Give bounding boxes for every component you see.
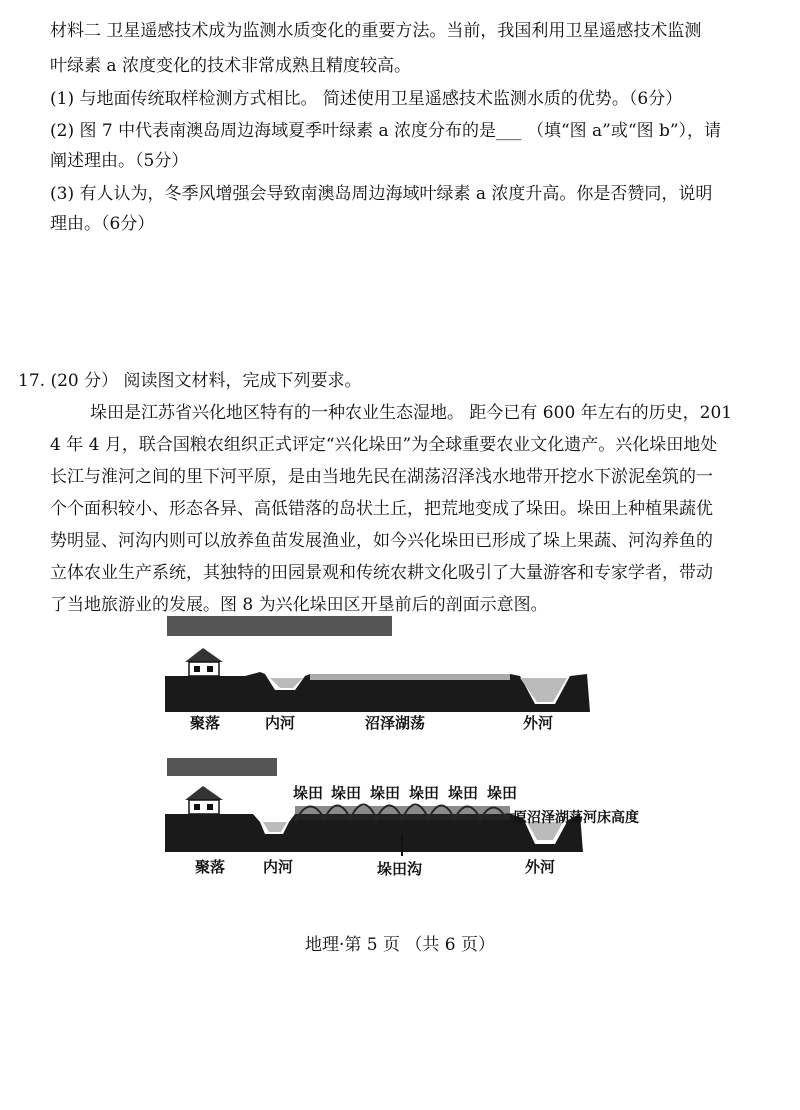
q17-header: 17. (20 分） 阅读图文材料，完成下列要求。 [18, 371, 362, 391]
bottom-label-inner-river: 内河 [263, 858, 294, 876]
question-2-cont: 阐述理由。（5分） [50, 151, 189, 171]
bottom-label-settlement: 聚落 [195, 858, 226, 876]
top-panel-title-bar [167, 616, 392, 636]
q17-line-6: 立体农业生产系统，其独特的田园景观和传统农耕文化吸引了大量游客和专家学者，带动 [50, 563, 713, 583]
duotian-label-3: 垛田 [370, 784, 401, 802]
settlement-house-icon [185, 648, 223, 676]
duotian-label-6: 垛田 [487, 784, 518, 802]
top-marsh-water [310, 674, 510, 680]
bottom-label-ditch: 垛田沟 [377, 860, 423, 878]
bottom-panel-title-bar [167, 758, 277, 776]
bottom-label-outer-river: 外河 [525, 858, 556, 876]
figure-8-cross-section [165, 612, 675, 902]
top-label-marsh: 沼泽湖荡 [365, 714, 426, 732]
top-label-outer-river: 外河 [523, 714, 554, 732]
top-label-inner-river: 内河 [265, 714, 296, 732]
question-3-cont: 理由。（6分） [50, 214, 155, 234]
q17-line-4: 个个面积较小、形态各异、高低错落的岛状土丘，把荒地变成了垛田。垛田上种植果蔬优 [50, 499, 713, 519]
duotian-label-2: 垛田 [331, 784, 362, 802]
settlement-house-icon-2 [185, 786, 223, 814]
q17-line-3: 长江与淮河之间的里下河平原，是由当地先民在湖荡沼泽浅水地带开挖水下淤泥垒筑的一 [50, 467, 713, 487]
material2-line-1: 材料二 卫星遥感技术成为监测水质变化的重要方法。当前，我国利用卫星遥感技术监测 [50, 21, 702, 41]
page-footer: 地理·第 5 页 （共 6 页） [304, 935, 496, 955]
material2-line-2: 叶绿素 a 浓度变化的技术非常成熟且精度较高。 [50, 56, 411, 76]
question-3: (3) 有人认为，冬季风增强会导致南澳岛周边海域叶绿素 a 浓度升高。你是否赞同，说明 [50, 184, 713, 204]
q17-line-2: 4 年 4 月，联合国粮农组织正式评定“兴化垛田”为全球重要农业文化遗产。兴化垛田地处 [50, 435, 718, 455]
q17-line-7: 了当地旅游业的发展。图 8 为兴化垛田区开垦前后的剖面示意图。 [50, 595, 548, 615]
duotian-fill [295, 806, 510, 820]
duotian-label-4: 垛田 [409, 784, 440, 802]
q17-line-1: 垛田是江苏省兴化地区特有的一种农业生态湿地。 距今已有 600 年左右的历史，201 [90, 403, 733, 423]
question-2: (2) 图 7 中代表南澳岛周边海域夏季叶绿素 a 浓度分布的是___ （填“图 a”或“图 b”），请 [50, 121, 722, 141]
original-height-label: 原沼泽湖荡河床高度 [513, 810, 639, 826]
duotian-label-5: 垛田 [448, 784, 479, 802]
bottom-inner-river-water [263, 822, 287, 832]
duotian-label-1: 垛田 [293, 784, 324, 802]
q17-line-5: 势明显、河沟内则可以放养鱼苗发展渔业，如今兴化垛田已形成了垛上果蔬、河沟养鱼的 [50, 531, 713, 551]
question-1: (1) 与地面传统取样检测方式相比。 简述使用卫星遥感技术监测水质的优势。（6分） [50, 89, 683, 109]
top-label-settlement: 聚落 [190, 714, 221, 732]
